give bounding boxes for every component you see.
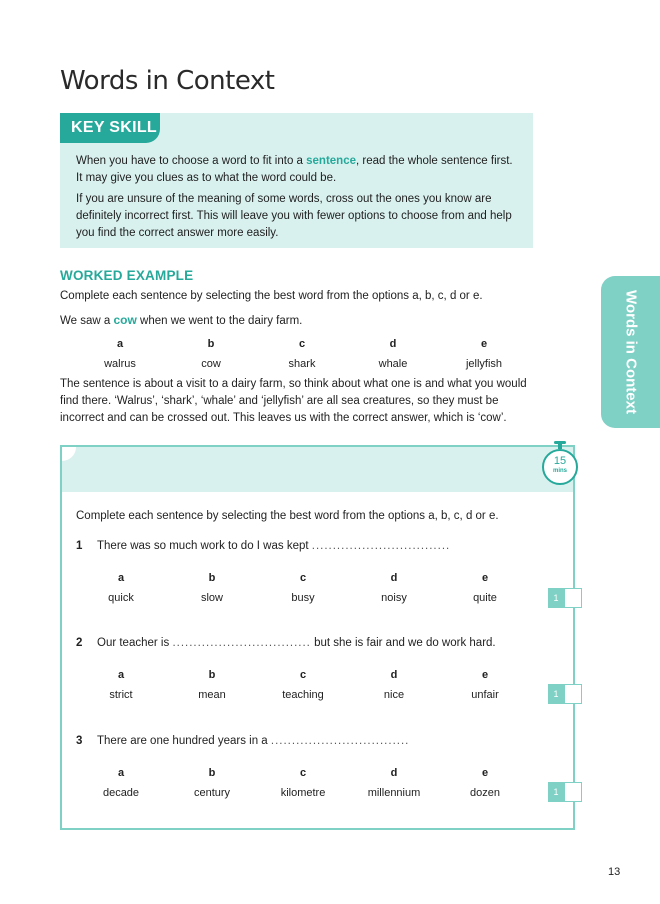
question-text: There are one hundred years in a ................................. [97, 735, 410, 747]
mark-box[interactable]: 1 [548, 684, 582, 704]
question-text: Our teacher is ................................. but she is fair and we do work hard. [97, 637, 496, 649]
key-skill-label: KEY SKILL [60, 113, 160, 143]
question-number: 3 [76, 735, 83, 747]
option-d[interactable]: d millennium [367, 767, 421, 799]
question-number: 1 [76, 540, 83, 552]
explanation-line-2: find there. ‘Walrus’, ‘shark’, ‘whale’ and ‘jellyfish’ are all sea creatures, so they must be [60, 395, 499, 407]
answer-word: cow [113, 313, 137, 327]
mark-box[interactable]: 1 [548, 588, 582, 608]
option-c[interactable]: c teaching [282, 669, 324, 701]
option-e[interactable]: e quite [473, 572, 497, 604]
option-c[interactable]: c busy [291, 572, 315, 604]
worked-example-heading: WORKED EXAMPLE [60, 268, 194, 283]
key-skill-box [60, 113, 533, 248]
option-a[interactable]: a strict [109, 669, 133, 701]
option-b[interactable]: b slow [200, 572, 223, 604]
exercise-instruction: Complete each sentence by selecting the best word from the options a, b, c, d or e. [76, 510, 499, 522]
option-e[interactable]: e unfair [471, 669, 499, 701]
option-a: a walrus [104, 338, 136, 370]
option-e: e jellyfish [465, 338, 503, 370]
worked-example-instruction: Complete each sentence by selecting the best word from the options a, b, c, d or e. [60, 290, 483, 302]
option-b[interactable]: b century [193, 767, 231, 799]
mark-box[interactable]: 1 [548, 782, 582, 802]
option-d[interactable]: d nice [383, 669, 405, 701]
key-skill-paragraph-1: When you have to choose a word to fit into a sentence, read the whole sentence first. It may give you clues as to what the word could be. [76, 155, 513, 184]
question-text: There was so much work to do I was kept ................................. [97, 540, 451, 552]
worked-example-sentence: We saw a cow when we went to the dairy farm. [60, 313, 303, 327]
exercise-header-band [62, 447, 573, 492]
page-title: Words in Context [60, 66, 275, 96]
option-d[interactable]: d noisy [381, 572, 407, 604]
stopwatch-icon: 15 mins [542, 449, 578, 485]
explanation-line-3: incorrect and can be crossed out. This leaves us with the correct answer, which is ‘cow’. [60, 412, 507, 424]
question-number: 2 [76, 637, 83, 649]
highlight-word: sentence [306, 155, 356, 167]
key-skill-paragraph-2: If you are unsure of the meaning of some words, cross out the ones you know are definitely incorrect first. This will leave you with fewer options to choose from and help you find the correct answer more easily. [76, 193, 512, 239]
option-c[interactable]: c kilometre [280, 767, 326, 799]
option-a[interactable]: a quick [108, 572, 134, 604]
option-a[interactable]: a decade [102, 767, 140, 799]
option-e[interactable]: e dozen [470, 767, 500, 799]
option-b[interactable]: b mean [198, 669, 226, 701]
option-c: c shark [288, 338, 316, 370]
option-b: b cow [201, 338, 221, 370]
page-number: 13 [608, 866, 621, 878]
explanation-line-1: The sentence is about a visit to a dairy farm, so think about what one is and what you would [60, 378, 527, 390]
option-d: d whale [378, 338, 408, 370]
side-tab: Words in Context [601, 276, 660, 428]
